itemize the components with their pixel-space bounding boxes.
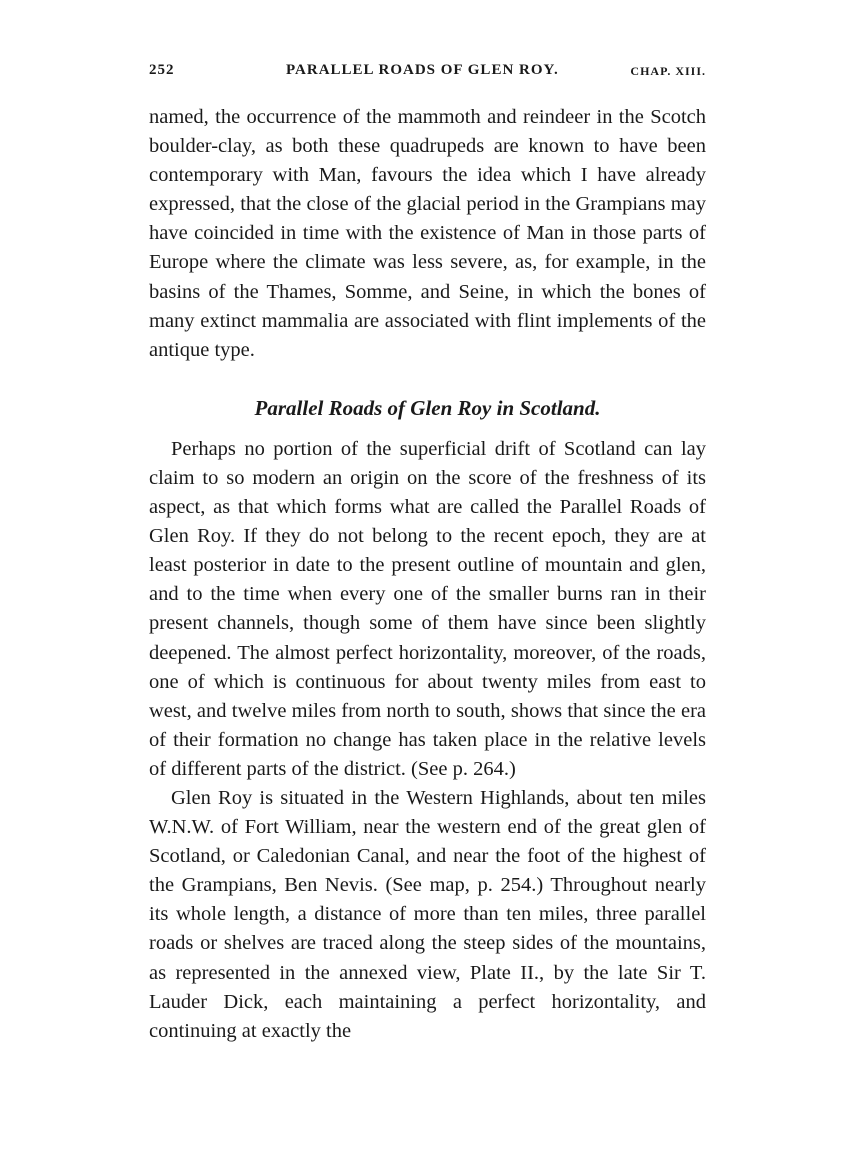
running-title: PARALLEL ROADS OF GLEN ROY. [286,62,559,78]
chapter-label: CHAP. XIII. [630,64,706,78]
running-header [149,62,706,88]
page-number: 252 [149,62,175,78]
paragraph-glen-roy-location: Glen Roy is situated in the Western Highlands, about ten miles W.N.W. of Fort William, near the western end of the great glen of Scotland, or Caledonian Canal, and near the foot of the highest of the Grampians, Ben Nevis. (See map, p. 254.) Throughout nearly its whole length, a distance of more than ten miles, three parallel roads or shelves are traced along the steep sides of the mountains, as represented in the annexed view, Plate II., by the late Sir T. Lauder Dick, each maintaining a perfect horizontality, and continuing at exactly the [149,786,706,1042]
page-body [149,103,706,1046]
section-heading: Parallel Roads of Glen Roy in Scotland. [254,395,601,420]
paragraph-continuation: named, the occurrence of the mammoth and reindeer in the Scotch boulder-clay, as both these quadrupeds are known to have been contemporary with Man, favours the idea which I have already expressed, that the close of the glacial period in the Grampians may have coincided in time with the existence of Man in those parts of Europe where the climate was less severe, as, for example, in the basins of the Thames, Somme, and Seine, in which the bones of many extinct mammalia are associated with flint implements of the antique type. [149,106,706,361]
paragraph-parallel-roads: Perhaps no portion of the superficial drift of Scotland can lay claim to so modern an origin on the score of the freshness of its aspect, as that which forms what are called the Parallel Roads of Glen Roy. If they do not belong to the recent epoch, they are at least posterior in date to the present outline of mountain and glen, and to the time when every one of the smaller burns ran in their present channels, though some of them have since been slightly deepened. The almost perfect horizontality, moreover, of the roads, one of which is continuous for about twenty miles from east to west, and twelve miles from north to south, shows that since the era of their formation no change has taken place in the relative levels of different parts of the district. (See p. 264.) [149,437,706,780]
